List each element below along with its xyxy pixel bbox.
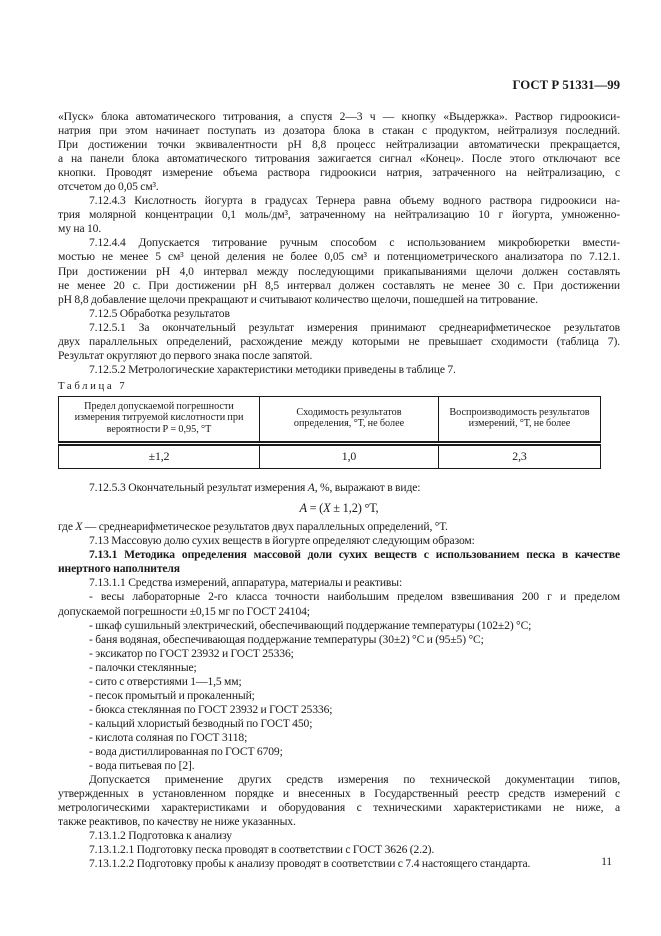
text-line: также реактивов, по качеству не ниже указанных. (58, 815, 296, 829)
formula-acidity-result (58, 501, 620, 516)
text-flow (58, 110, 620, 871)
text-line (58, 520, 620, 534)
clause-text: , %, выражают в виде: (314, 480, 421, 494)
table-header-line: определения, °Т, не более (293, 418, 405, 430)
table-value-repeatability: 1,0 (260, 443, 439, 468)
text-line: При достижении точки эквивалентности рН 8,8 процесс нейтрализации автоматически прекращается, (58, 138, 620, 152)
text-line: трия молярной концентрации 0,1 моль/дм³, затраченному на нейтрализацию 10 г йогурта, умноженно- (58, 208, 620, 222)
table-7 (58, 396, 601, 469)
clause-7-13-1-2 (58, 829, 620, 843)
formula-text: = ( (306, 500, 324, 515)
table-header-line: Сходимость результатов (296, 406, 402, 418)
list-item: - песок промытый и прокаленный; (89, 688, 255, 702)
heading-line: 7.13.1 Методика определения массовой доли сухих веществ с использованием песка в качестве (89, 548, 620, 562)
table-header-line: Воспроизводимость результатов (449, 406, 590, 418)
list-item: - кислота соляная по ГОСТ 3118; (89, 730, 248, 744)
formula-text: ± 1,2) °Т, (330, 500, 379, 515)
text-line: «Пуск» блока автоматического титрования, а спустя 2—3 ч — кнопку «Выдержка». Раствор гидроокиси- (58, 110, 620, 123)
text-line: Результат округляют до первого знака после запятой. (58, 348, 313, 362)
list-item: - вода питьевая по [2]. (89, 759, 195, 773)
heading-line: инертного наполнителя (58, 562, 180, 576)
list-item: - кальций хлористый безводный по ГОСТ 450; (89, 716, 313, 730)
list-item: допускаемой погрешности ±0,15 мг по ГОСТ 24104; (58, 604, 310, 618)
formula-variable: А (299, 500, 307, 515)
table-header-cell-reproducibility (439, 396, 601, 443)
clause-7-12-4-4 (58, 236, 620, 306)
list-item: - палочки стеклянные; (89, 660, 197, 674)
table-header-line: измерений, °Т, не более (468, 418, 571, 430)
text-line: 7.13 Массовую долю сухих веществ в йогурте определяют следующим образом: (89, 534, 475, 548)
clause-7-12-5 (58, 307, 620, 321)
table-7-label: Таблица 7 (58, 379, 128, 392)
text-line: 7.13.1.2 Подготовка к анализу (89, 829, 232, 843)
clause-7-12-5-1 (58, 321, 620, 363)
page-content (58, 0, 620, 871)
page-number: 11 (601, 856, 612, 868)
clause-7-13-1-2-2 (58, 857, 620, 871)
text-line: утвержденных в установленном порядке и внесенных в Государственный реестр средств измерений с (58, 787, 620, 801)
clause-7-12-5-3 (58, 481, 620, 495)
text-line: Допускается применение других средств измерения по технической документации типов, (89, 773, 620, 787)
formula-where-note (58, 520, 620, 534)
text-line: кнопки. Проводят измерение объема раствора гидроокиси натрия, затраченного на нейтрализацию, с (58, 166, 620, 180)
equipment-list (58, 590, 620, 773)
formula-variable: Х (75, 520, 83, 534)
text-line: 7.13.1.1 Средства измерений, аппаратура, материалы и реактивы: (89, 576, 403, 590)
list-item: - эксикатор по ГОСТ 23932 и ГОСТ 25336; (89, 646, 294, 660)
text-line: отсчетом до 0,05 см³. (58, 180, 159, 194)
clause-7-13-1-2-1 (58, 843, 620, 857)
list-item: - баня водяная, обеспечивающая поддержание температуры (30±2) °С и (95±5) °С; (89, 632, 484, 646)
text-line: не менее 20 с. При достижении рН 8,5 интервал должен составлять не менее 30 с. При достижении (58, 278, 620, 292)
text-line: 7.12.5.2 Метрологические характеристики методики приведены в таблице 7. (89, 362, 456, 376)
clause-7-12-5-2 (58, 363, 620, 377)
text-line: 7.12.4.4 Допускается титрование ручным способом с использованием микробюретки вмести- (89, 236, 620, 250)
clause-7-12-4-3 (58, 194, 620, 236)
table-header-cell-repeatability (260, 396, 439, 443)
clause-7-13 (58, 534, 620, 548)
text-line: а на панели блока автоматического титрования зажигается сигнал «Конец». После этого отключают все (58, 152, 620, 166)
text-line: 7.12.5 Обработка результатов (89, 306, 230, 320)
table-header-row (59, 396, 601, 443)
text-line: му на 10. (58, 222, 102, 236)
table-value-reproducibility: 2,3 (439, 443, 601, 468)
formula-variable: Х (323, 500, 331, 515)
where-text: — среднеарифметическое результатов двух параллельных определений, °Т. (82, 520, 448, 534)
text-line: натрия при этом начинает поступать из дозатора блока в стакан с продуктом, нейтрализуя последний. (58, 124, 620, 138)
paragraph-continuation (58, 110, 620, 194)
text-line: метрологическими характеристиками и оборудования с техническими характеристиками не ниже, а (58, 801, 620, 815)
text-line: 7.13.1.2.1 Подготовку песка проводят в соответствии с ГОСТ 3626 (2.2). (89, 843, 435, 857)
text-line: При достижении рН 4,0 интервал между последующими прикапываниями щелочи должен составлять (58, 264, 620, 278)
text-line: 7.12.4.3 Кислотность йогурта в градусах Тернера равна объему водного раствора гидроокиси на- (89, 194, 620, 208)
list-item: - весы лабораторные 2-го класса точности наибольшим пределом взвешивания 200 г и пределом (89, 590, 620, 604)
clause-text: 7.12.5.3 Окончательный результат измерения (89, 480, 308, 494)
text-line: мостью не менее 5 см³ ценой деления не более 0,05 см³ и потенциометрического анализатора по 7.12.1. (58, 250, 620, 264)
list-item: - шкаф сушильный электрический, обеспечивающий поддержание температуры (102±2) °С; (89, 618, 532, 632)
text-line: рН 8,8 добавление щелочи прекращают и считывают количество щелочи, пошедшей на титрование. (58, 292, 538, 306)
list-item: - сито с отверстиями 1—1,5 мм; (89, 674, 242, 688)
table-header-line: Предел допускаемой погрешности (84, 400, 234, 412)
text-line: двух параллельных определений, расхождение между которыми не превышает сходимости (таблица 7). (58, 334, 620, 348)
formula-variable: А (307, 480, 315, 494)
table-header-line: измерения титруемой кислотности при (74, 412, 244, 424)
list-item: - бюкса стеклянная по ГОСТ 23932 и ГОСТ 25336; (89, 702, 333, 716)
table-header-cell-error-limit (59, 396, 260, 443)
text-line: 7.12.5.1 За окончательный результат измерения принимают среднеарифметическое результатов (89, 320, 620, 334)
doc-code: ГОСТ Р 51331—99 (512, 78, 620, 92)
text-line (58, 481, 620, 495)
clause-7-13-1-heading (58, 548, 620, 576)
list-item: - вода дистиллированная по ГОСТ 6709; (89, 744, 283, 758)
table-header-line: вероятности Р = 0,95, °Т (106, 424, 212, 436)
table-value-row (59, 443, 601, 468)
table-value-error-limit: ±1,2 (59, 443, 260, 468)
paragraph-other-instruments (58, 773, 620, 829)
text-line: 7.13.1.2.2 Подготовку пробы к анализу проводят в соответствии с 7.4 настоящего стандарта. (89, 857, 531, 871)
clause-7-13-1-1 (58, 576, 620, 590)
where-text: где (58, 520, 76, 534)
